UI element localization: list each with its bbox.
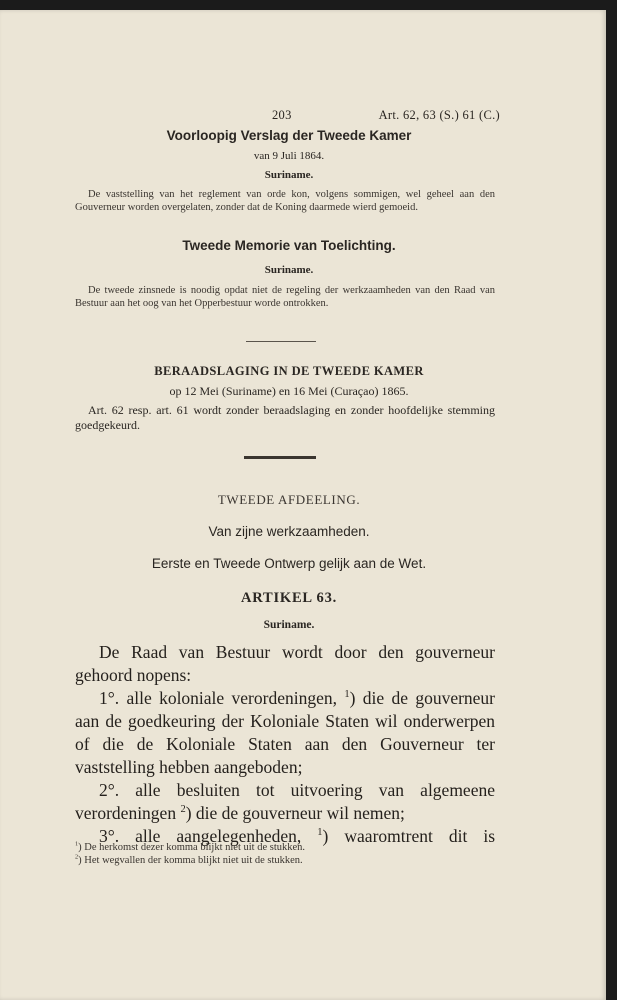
document-page <box>0 10 606 1000</box>
voorloopig-region: Suriname. <box>264 169 314 181</box>
footnote-1 <box>75 842 495 855</box>
page-number: 203 <box>272 108 292 122</box>
thick-divider <box>244 456 316 459</box>
beraadslaging-text: Art. 62 resp. art. 61 wordt zonder beraadslaging en zonder hoofdelijke stemming goedgekeurd. <box>75 403 495 432</box>
item-1 <box>75 687 495 779</box>
footnote-2-mark: 2 <box>75 853 79 861</box>
item-1-text-a: alle koloniale verordeningen, <box>126 688 337 708</box>
item-3-number: 3°. <box>99 826 120 846</box>
footnote-2 <box>75 855 495 868</box>
memorie-title: Tweede Memorie van Toelichting. <box>182 238 396 253</box>
artikel-heading: ARTIKEL 63. <box>240 590 338 606</box>
voorloopig-date: van 9 Juli 1864. <box>253 150 325 162</box>
ontwerp-heading: Eerste en Tweede Ontwerp gelijk aan de Wet. <box>151 556 427 571</box>
article-reference: Art. 62, 63 (S.) 61 (C.) <box>378 108 500 122</box>
voorloopig-title: Voorloopig Verslag der Tweede Kamer <box>166 128 412 143</box>
intro-paragraph: De Raad van Bestuur wordt door den gouverneur gehoord nopens: <box>75 642 495 685</box>
beraadslaging-date: op 12 Mei (Suriname) en 16 Mei (Curaçao) 1865. <box>169 384 409 398</box>
section-divider <box>246 341 316 342</box>
afdeeling-title: TWEEDE AFDEELING. <box>217 492 361 507</box>
voorloopig-text: De vaststelling van het reglement van orde kon, volgens sommigen, wel geheel aan den Gouverneur worden overgelaten, zonder dat de Koning daarmede wierd gemoeid. <box>75 189 495 213</box>
beraadslaging-title: BERAADSLAGING IN DE TWEEDE KAMER <box>154 364 424 378</box>
item-2 <box>75 779 495 825</box>
artikel-region: Suriname. <box>263 619 315 631</box>
memorie-region: Suriname. <box>264 264 314 276</box>
item-2-number: 2°. <box>99 780 120 800</box>
item-1-footnote-ref: 1 <box>344 689 350 701</box>
item-2-text-b: ) die de gouverneur wil nemen; <box>185 803 405 823</box>
afdeeling-subtitle: Van zijne werkzaamheden. <box>208 524 370 539</box>
item-2-text-a: alle besluiten tot uitvoering van algemeene verordeningen <box>75 780 495 823</box>
item-2-footnote-ref: 2 <box>180 804 186 816</box>
item-3-text-a: alle aangelegenheden, <box>135 826 302 846</box>
item-3-text-b: ) waaromtrent dit is <box>322 826 495 846</box>
memorie-text: De tweede zinsnede is noodig opdat niet de regeling der werkzaamheden van den Raad van Bestuur aan het oog van het Opperbestuur worde ontrokken. <box>75 285 495 309</box>
article-body <box>75 641 495 848</box>
footnote-1-text: ) De herkomst dezer komma blijkt niet uit de stukken. <box>78 842 306 853</box>
item-1-text-b: ) die de gouverneur aan de goedkeuring der Koloniale Staten wil onderwerpen of die de Koloniale Staten aan den Gouverneur ter vaststelling hebben aangeboden; <box>75 688 496 777</box>
footnote-1-mark: 1 <box>75 840 79 848</box>
footnote-2-text: ) Het wegvallen der komma blijkt niet uit de stukken. <box>78 855 303 866</box>
item-1-number: 1°. <box>99 688 120 708</box>
item-3-footnote-ref: 1 <box>317 827 323 839</box>
